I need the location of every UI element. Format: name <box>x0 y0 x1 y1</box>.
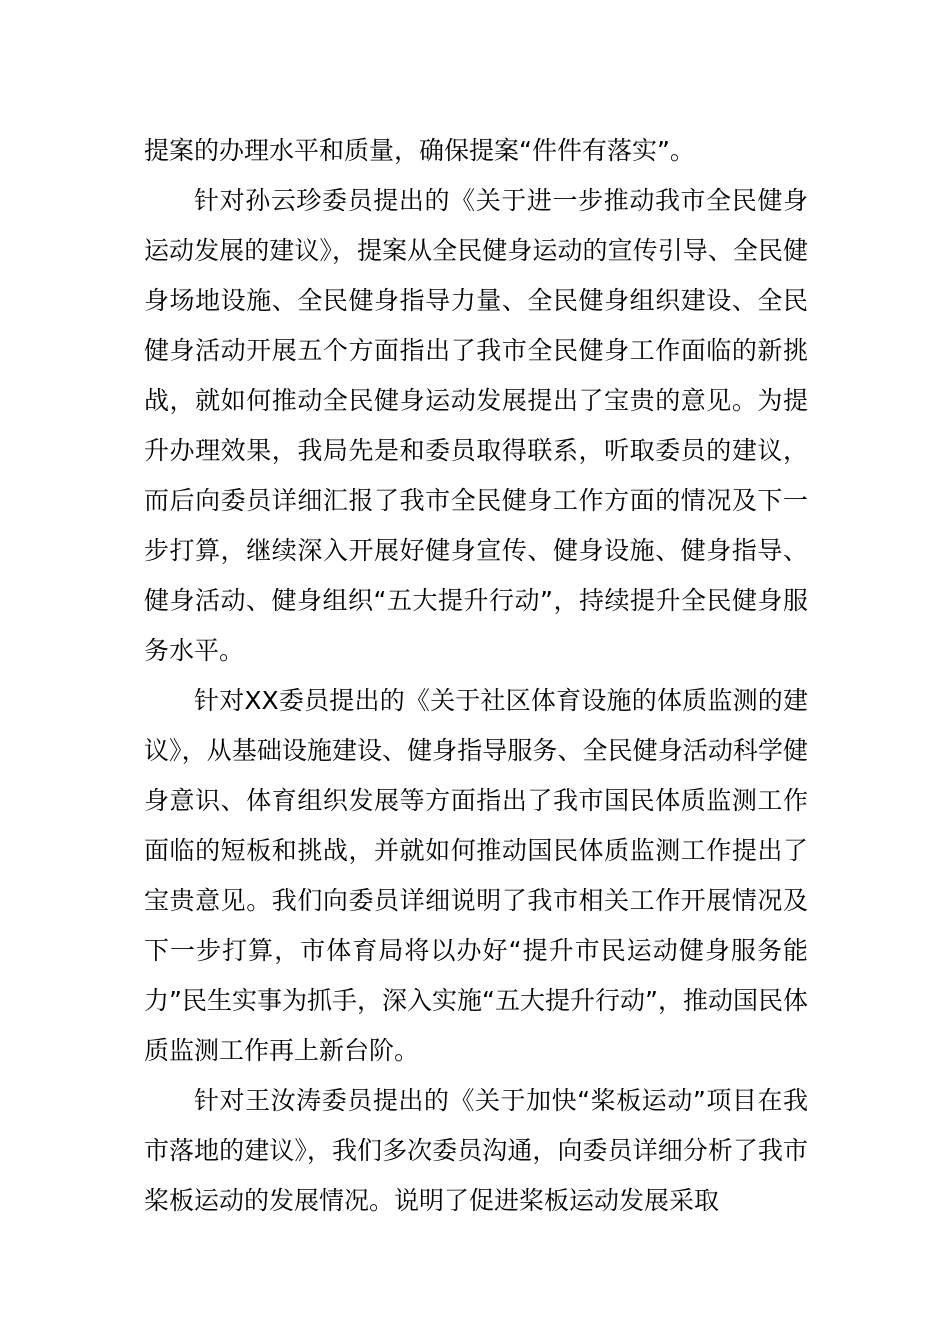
document-body <box>144 126 808 1226</box>
paragraph-3: 针对XX委员提出的《关于社区体育设施的体质监测的建议》，从基础设施建设、健身指导服务、全民健身活动科学健身意识、体育组织发展等方面指出了我市国民体质监测工作面临的短板和挑战，并就如何推动国民体质监测工作提出了宝贵意见。我们向委员详细说明了我市相关工作开展情况及下一步打算，市体育局将以办好“提升市民运动健身服务能力”民生实事为抓手，深入实施“五大提升行动”，推动国民体质监测工作再上新台阶。 <box>144 686 808 1065</box>
paragraph-1: 提案的办理水平和质量，确保提案“件件有落实”。 <box>144 136 695 165</box>
paragraph-4: 针对王汝涛委员提出的《关于加快“桨板运动”项目在我市落地的建议》，我们多次委员沟通，向委员详细分析了我市桨板运动的发展情况。说明了促进桨板运动发展采取 <box>144 1086 808 1215</box>
paragraph-2: 针对孙云珍委员提出的《关于进一步推动我市全民健身运动发展的建议》，提案从全民健身运动的宣传引导、全民健身场地设施、全民健身指导力量、全民健身组织建设、全民健身活动开展五个方面指出了我市全民健身工作面临的新挑战，就如何推动全民健身运动发展提出了宝贵的意见。为提升办理效果，我局先是和委员取得联系，听取委员的建议，而后向委员详细汇报了我市全民健身工作方面的情况及下一步打算，继续深入开展好健身宣传、健身设施、健身指导、健身活动、健身组织“五大提升行动”，持续提升全民健身服务水平。 <box>144 186 808 665</box>
